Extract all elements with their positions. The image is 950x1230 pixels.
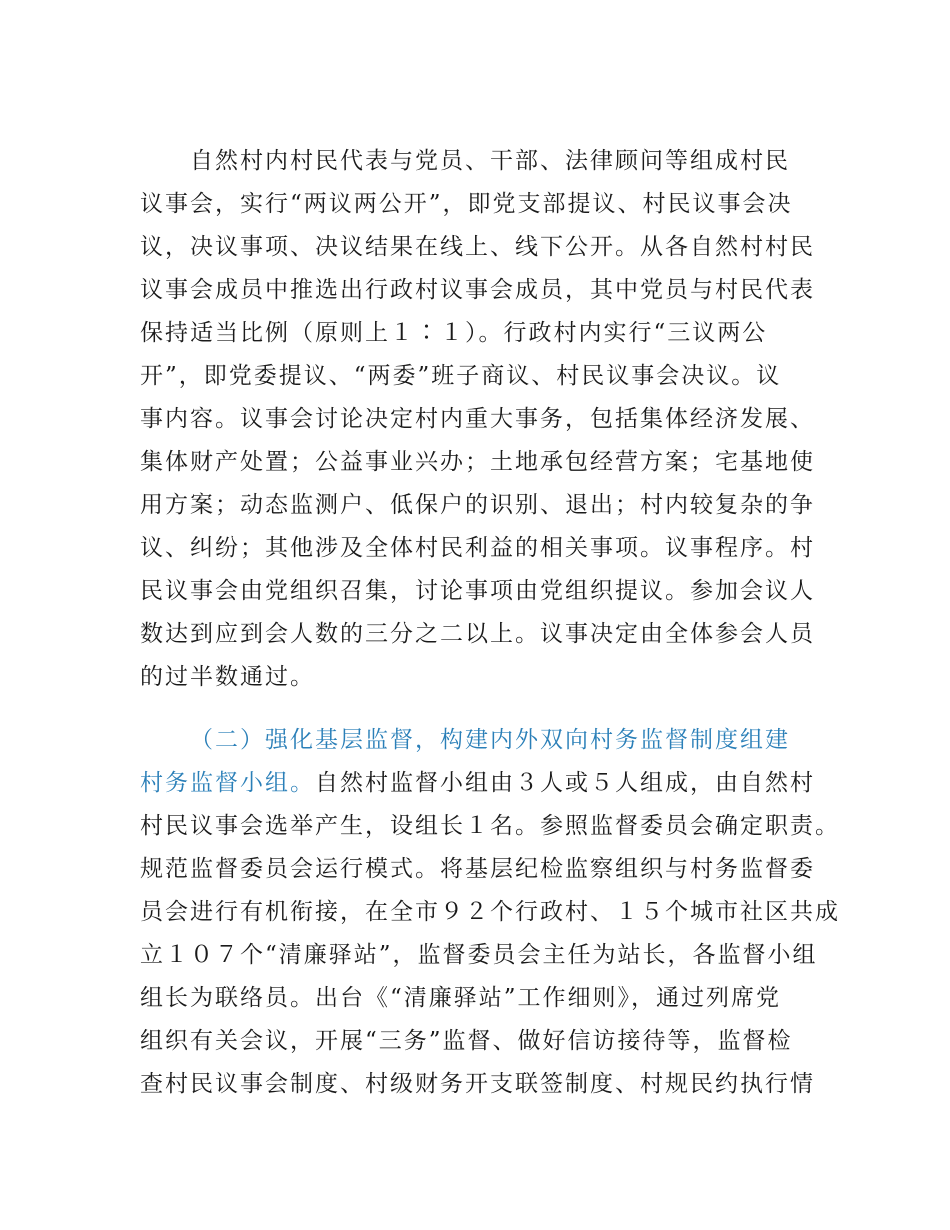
paragraph-line: 保持适当比例（原则上１∶１）。行政村内实行“三议两公 <box>140 320 768 346</box>
paragraph-line: 规范监督委员会运行模式。将基层纪检监察组织与村务监督委 <box>140 856 815 882</box>
paragraph-line: 用方案；动态监测户、低保户的识别、退出；村内较复杂的争 <box>140 492 815 518</box>
paragraph-line: 事内容。议事会讨论决定村内重大事务，包括集体经济发展、 <box>140 406 815 432</box>
paragraph-line: 立１０７个“清廉驿站”，监督委员会主任为站长，各监督小组 <box>140 942 818 968</box>
paragraph-line: 议事会，实行“两议两公开”，即党支部提议、村民议事会决 <box>140 191 793 217</box>
paragraph-line: 组织有关会议，开展“三务”监督、做好信访接待等，监督检 <box>140 1028 793 1054</box>
paragraph-line: 自然村内村民代表与党员、干部、法律顾问等组成村民 <box>190 148 790 174</box>
paragraph-line: 村民议事会选举产生，设组长１名。参照监督委员会确定职责。 <box>140 813 840 839</box>
paragraph-line: 员会进行有机衔接，在全市９２个行政村、１５个城市社区共成 <box>140 899 840 925</box>
paragraph-line: 议，决议事项、决议结果在线上、线下公开。从各自然村村民 <box>140 234 815 260</box>
paragraph-line: 议事会成员中推选出行政村议事会成员，其中党员与村民代表 <box>140 277 815 303</box>
paragraph-text: 自然村监督小组由３人或５人组成，由自然村 <box>315 770 815 796</box>
paragraph-line: 集体财产处置；公益事业兴办；土地承包经营方案；宅基地使 <box>140 449 815 475</box>
paragraph-line: 议、纠纷；其他涉及全体村民利益的相关事项。议事程序。村 <box>140 535 815 561</box>
section-heading-continuation: 村务监督小组。 <box>140 770 315 796</box>
paragraph-line: 的过半数通过。 <box>140 664 315 690</box>
paragraph-line <box>140 768 815 798</box>
paragraph-line: 查村民议事会制度、村级财务开支联签制度、村规民约执行情 <box>140 1071 815 1097</box>
paragraph-line: 数达到应到会人数的三分之二以上。议事决定由全体参会人员 <box>140 621 815 647</box>
paragraph-line: 开”，即党委提议、“两委”班子商议、村民议事会决议。议 <box>140 363 782 389</box>
paragraph-line: 组长为联络员。出台《“清廉驿站”工作细则》，通过列席党 <box>140 985 782 1011</box>
paragraph-line: 民议事会由党组织召集，讨论事项由党组织提议。参加会议人 <box>140 578 815 604</box>
section-heading: （二）强化基层监督，构建内外双向村务监督制度组建 <box>190 727 790 753</box>
